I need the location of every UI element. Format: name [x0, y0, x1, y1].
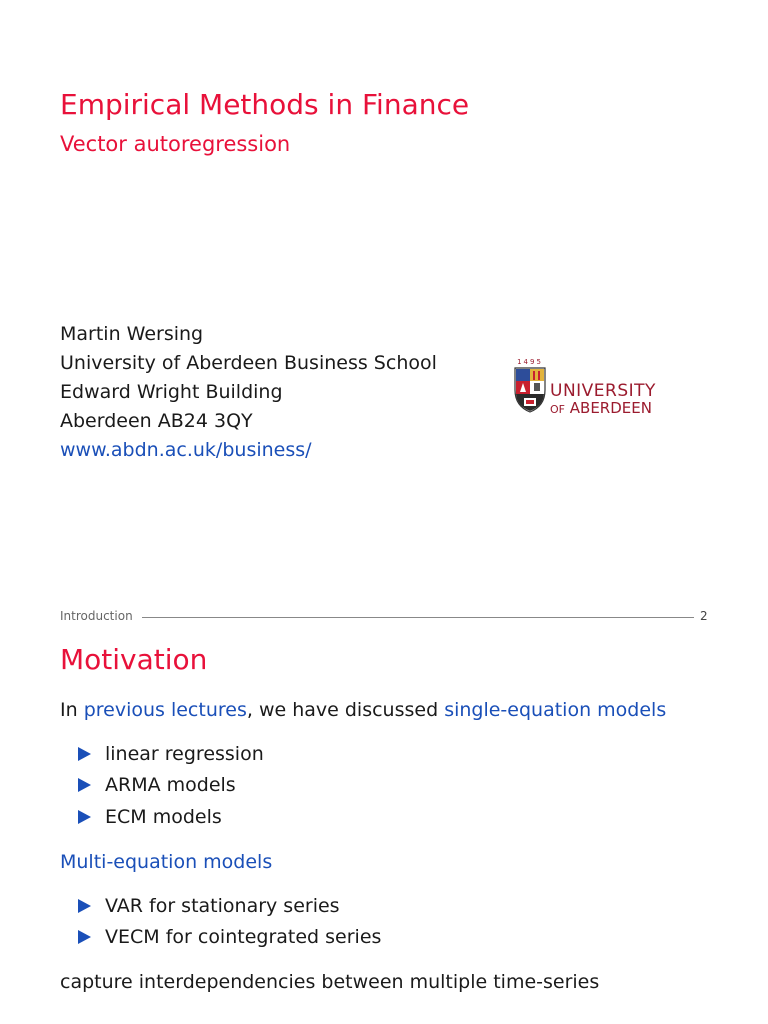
list-item: [78, 926, 381, 948]
slide-heading: Motivation: [60, 643, 208, 676]
page-number: 2: [700, 609, 708, 623]
bullet-triangle-icon: [78, 899, 91, 913]
list-item: [78, 743, 264, 765]
crest-year: 1495: [517, 358, 543, 366]
multi-equation-models-link[interactable]: Multi-equation models: [60, 851, 273, 873]
logo-text-name: ABERDEEN: [569, 399, 652, 417]
section-label: Introduction: [60, 609, 133, 623]
list-item-label: ECM models: [105, 806, 222, 828]
postal-address: Aberdeen AB24 3QY: [60, 410, 253, 432]
list-item: [78, 806, 222, 828]
intro-prefix: In: [60, 699, 84, 721]
website-link[interactable]: www.abdn.ac.uk/business/: [60, 439, 312, 461]
header-divider: [142, 617, 694, 618]
intro-paragraph: [60, 699, 666, 721]
presentation-title: Empirical Methods in Finance: [60, 88, 470, 121]
bullet-triangle-icon: [78, 810, 91, 824]
logo-text-university: UNIVERSITY: [550, 381, 656, 401]
author-name: Martin Wersing: [60, 323, 204, 345]
university-crest-icon: [512, 356, 548, 414]
building-name: Edward Wright Building: [60, 381, 283, 403]
single-equation-models-link[interactable]: single-equation models: [444, 699, 667, 721]
university-logo: [512, 356, 672, 416]
intro-middle: , we have discussed: [246, 699, 445, 721]
list-item-label: linear regression: [105, 743, 264, 765]
list-item-label: ARMA models: [105, 774, 236, 796]
bullet-triangle-icon: [78, 930, 91, 944]
capture-paragraph: capture interdependencies between multiple time-series: [60, 971, 600, 993]
institution-name: University of Aberdeen Business School: [60, 352, 437, 374]
list-item: [78, 774, 236, 796]
presentation-subtitle: Vector autoregression: [60, 132, 291, 156]
list-item-label: VECM for cointegrated series: [105, 926, 382, 948]
bullet-triangle-icon: [78, 747, 91, 761]
author-block: [60, 320, 437, 465]
list-item: [78, 895, 340, 917]
list-item-label: VAR for stationary series: [105, 895, 340, 917]
previous-lectures-link[interactable]: previous lectures: [83, 699, 247, 721]
logo-text-aberdeen: [550, 399, 652, 417]
bullet-triangle-icon: [78, 778, 91, 792]
logo-text-of: OF: [550, 403, 565, 416]
